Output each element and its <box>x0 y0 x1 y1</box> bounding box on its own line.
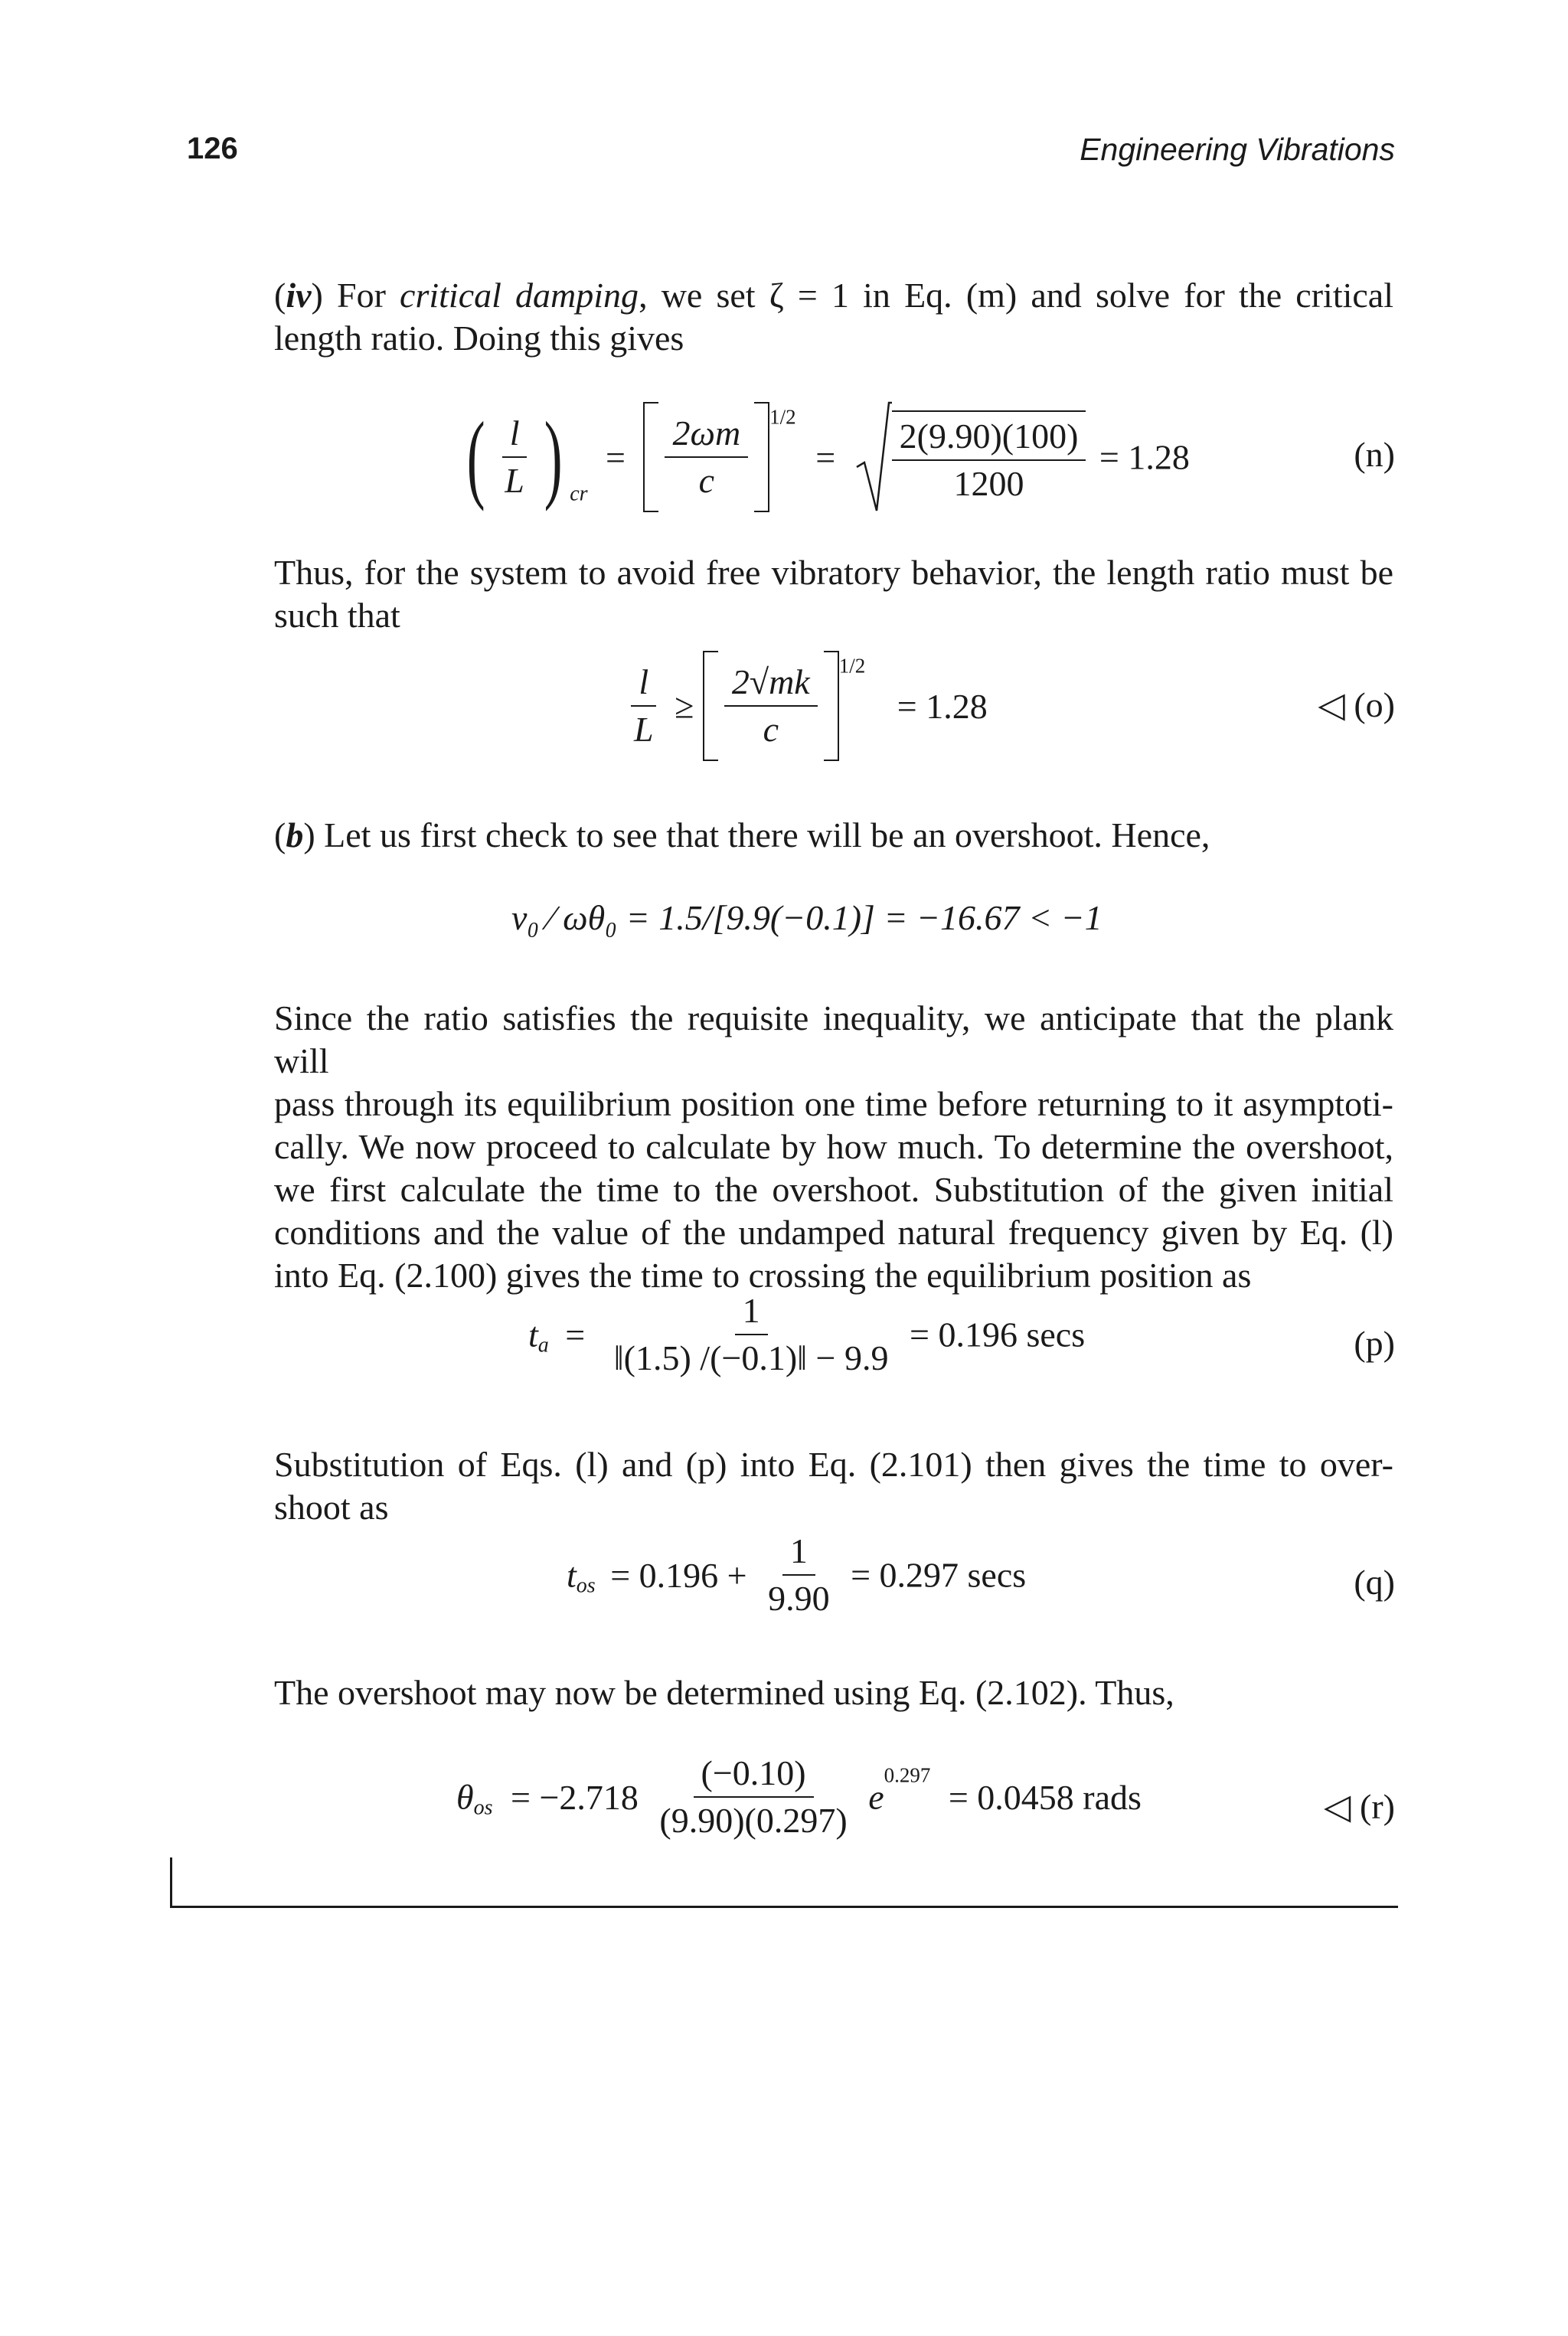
fraction: $\frac{l}{L}$ <box>497 413 532 501</box>
equation-q: $t_{os} = 0.196$ + $\frac{1}{9.90}$ = 0.297 secs <box>567 1531 1027 1618</box>
fraction: $\frac{(-0.10)}{(9.90)(0.297)}$ <box>659 1753 848 1840</box>
text-line: conditions and the value of the undamped natural frequency given by Eq. (l) <box>274 1213 1393 1252</box>
text-line: length ratio. Doing this gives <box>274 319 684 358</box>
equation-p: $t_a$ = $\frac{1}{‖(1.5) /(-0.1)‖ - 9.9}$ = 0.196 secs <box>528 1291 1086 1377</box>
paragraph-substitution <box>274 1443 1393 1529</box>
fraction: $\frac{2√mk}{c}$ <box>724 662 818 750</box>
subscript: os <box>576 1573 596 1598</box>
text-line: (iv) For critical damping, we set ζ = 1 in Eq. (m) and solve for the critical <box>274 276 1394 315</box>
radical-sign-icon <box>855 400 892 515</box>
text-line: Substitution of Eqs. (l) and (p) into Eq. (2.101) then gives the time to over- <box>274 1445 1393 1484</box>
text-line: (b) Let us first check to see that there will be an overshoot. Hence, <box>274 815 1210 854</box>
result: = 1.28 <box>1099 437 1190 477</box>
fraction: $\frac{2(9.90)(100)}{1200}$ <box>892 410 1086 504</box>
equation-o: $\frac{l}{L}$ ≥ $\frac{2√mk}{c}$ $^{1/2}$ = 1.28 <box>622 651 988 761</box>
paragraph-critical-damping <box>274 274 1393 360</box>
result: = 1.28 <box>897 686 988 726</box>
example-end-rule-horizontal <box>170 1906 1398 1908</box>
subscript: a <box>537 1333 549 1357</box>
text-line: Thus, for the system to avoid free vibratory behavior, the length ratio must be <box>274 553 1393 592</box>
paragraph-since <box>274 997 1393 1297</box>
part-label: b <box>286 815 304 854</box>
text-line: shoot as <box>274 1488 389 1527</box>
fraction: $\frac{l}{L}$ <box>626 662 662 750</box>
equation-tag-r: ◁ (r) <box>1324 1787 1395 1826</box>
result: = 0.297 secs <box>851 1555 1027 1595</box>
fraction: $\frac{1}{‖(1.5) /(-0.1)‖ - 9.9}$ <box>613 1291 889 1377</box>
equation-ratio: v₀ ⁄ ωθ₀ = 1.5/[9.9(−0.1)] = −16.67 < −1 <box>511 898 1102 937</box>
equation-tag-p: (p) <box>1354 1324 1395 1363</box>
example-end-rule-vertical <box>170 1857 172 1908</box>
result: = 0.0458 rads <box>948 1777 1142 1817</box>
paragraph-thus <box>274 551 1393 637</box>
square-root <box>855 400 1091 515</box>
text-run: ) For <box>311 276 400 315</box>
equation-tag-o: ◁ (o) <box>1318 685 1395 724</box>
text-line: such that <box>274 596 400 635</box>
text-line: Since the ratio satisfies the requisite inequality, we anticipate that the plank will <box>274 998 1393 1080</box>
text-line: into Eq. (2.100) gives the time to crossing the equilibrium position as <box>274 1256 1252 1295</box>
paragraph-overshoot <box>274 1671 1393 1714</box>
exponent: 1/2 <box>838 654 866 678</box>
equation-r: $\theta_{os} = -2.718$ $\frac{(-0.10)}{(9.90)(0.297)}$ $e^{0.297} = 0.0458$ rads <box>456 1753 1142 1840</box>
equation-n: ( $\frac{l}{L}$ ) $_{cr}$ = $\frac{2\omega m}{c}$ $^{1/2}$ = $\frac{2(9.90)(100)}{1200}$ = 1.28 <box>459 400 1190 515</box>
exponent: 0.297 <box>884 1763 931 1787</box>
text-line: pass through its equilibrium position one time before returning to it asymptoti- <box>274 1084 1393 1123</box>
page-number: 126 <box>187 132 238 165</box>
text-line: cally. We now proceed to calculate by how much. To determine the overshoot, <box>274 1127 1393 1166</box>
subscript: os <box>473 1795 493 1820</box>
text-line: The overshoot may now be determined using Eq. (2.102). Thus, <box>274 1673 1174 1712</box>
equation-tag-n: (n) <box>1354 435 1395 474</box>
equation-tag-q: (q) <box>1354 1563 1395 1602</box>
result: = 0.196 secs <box>910 1315 1086 1354</box>
running-head: Engineering Vibrations <box>1080 132 1395 167</box>
fraction: $\frac{2\omega m}{c}$ <box>665 413 748 501</box>
part-label: iv <box>286 276 312 315</box>
exponent: 1/2 <box>769 405 796 429</box>
emphasis: critical damping <box>400 276 639 315</box>
text-run: , we set ζ = 1 in Eq. (m) and solve for the critical <box>639 276 1394 315</box>
subscript: cr <box>570 482 588 506</box>
paragraph-b <box>274 814 1393 857</box>
text-line: we first calculate the time to the overshoot. Substitution of the given initial <box>274 1170 1393 1209</box>
fraction: $\frac{1}{9.90}$ <box>768 1531 830 1618</box>
